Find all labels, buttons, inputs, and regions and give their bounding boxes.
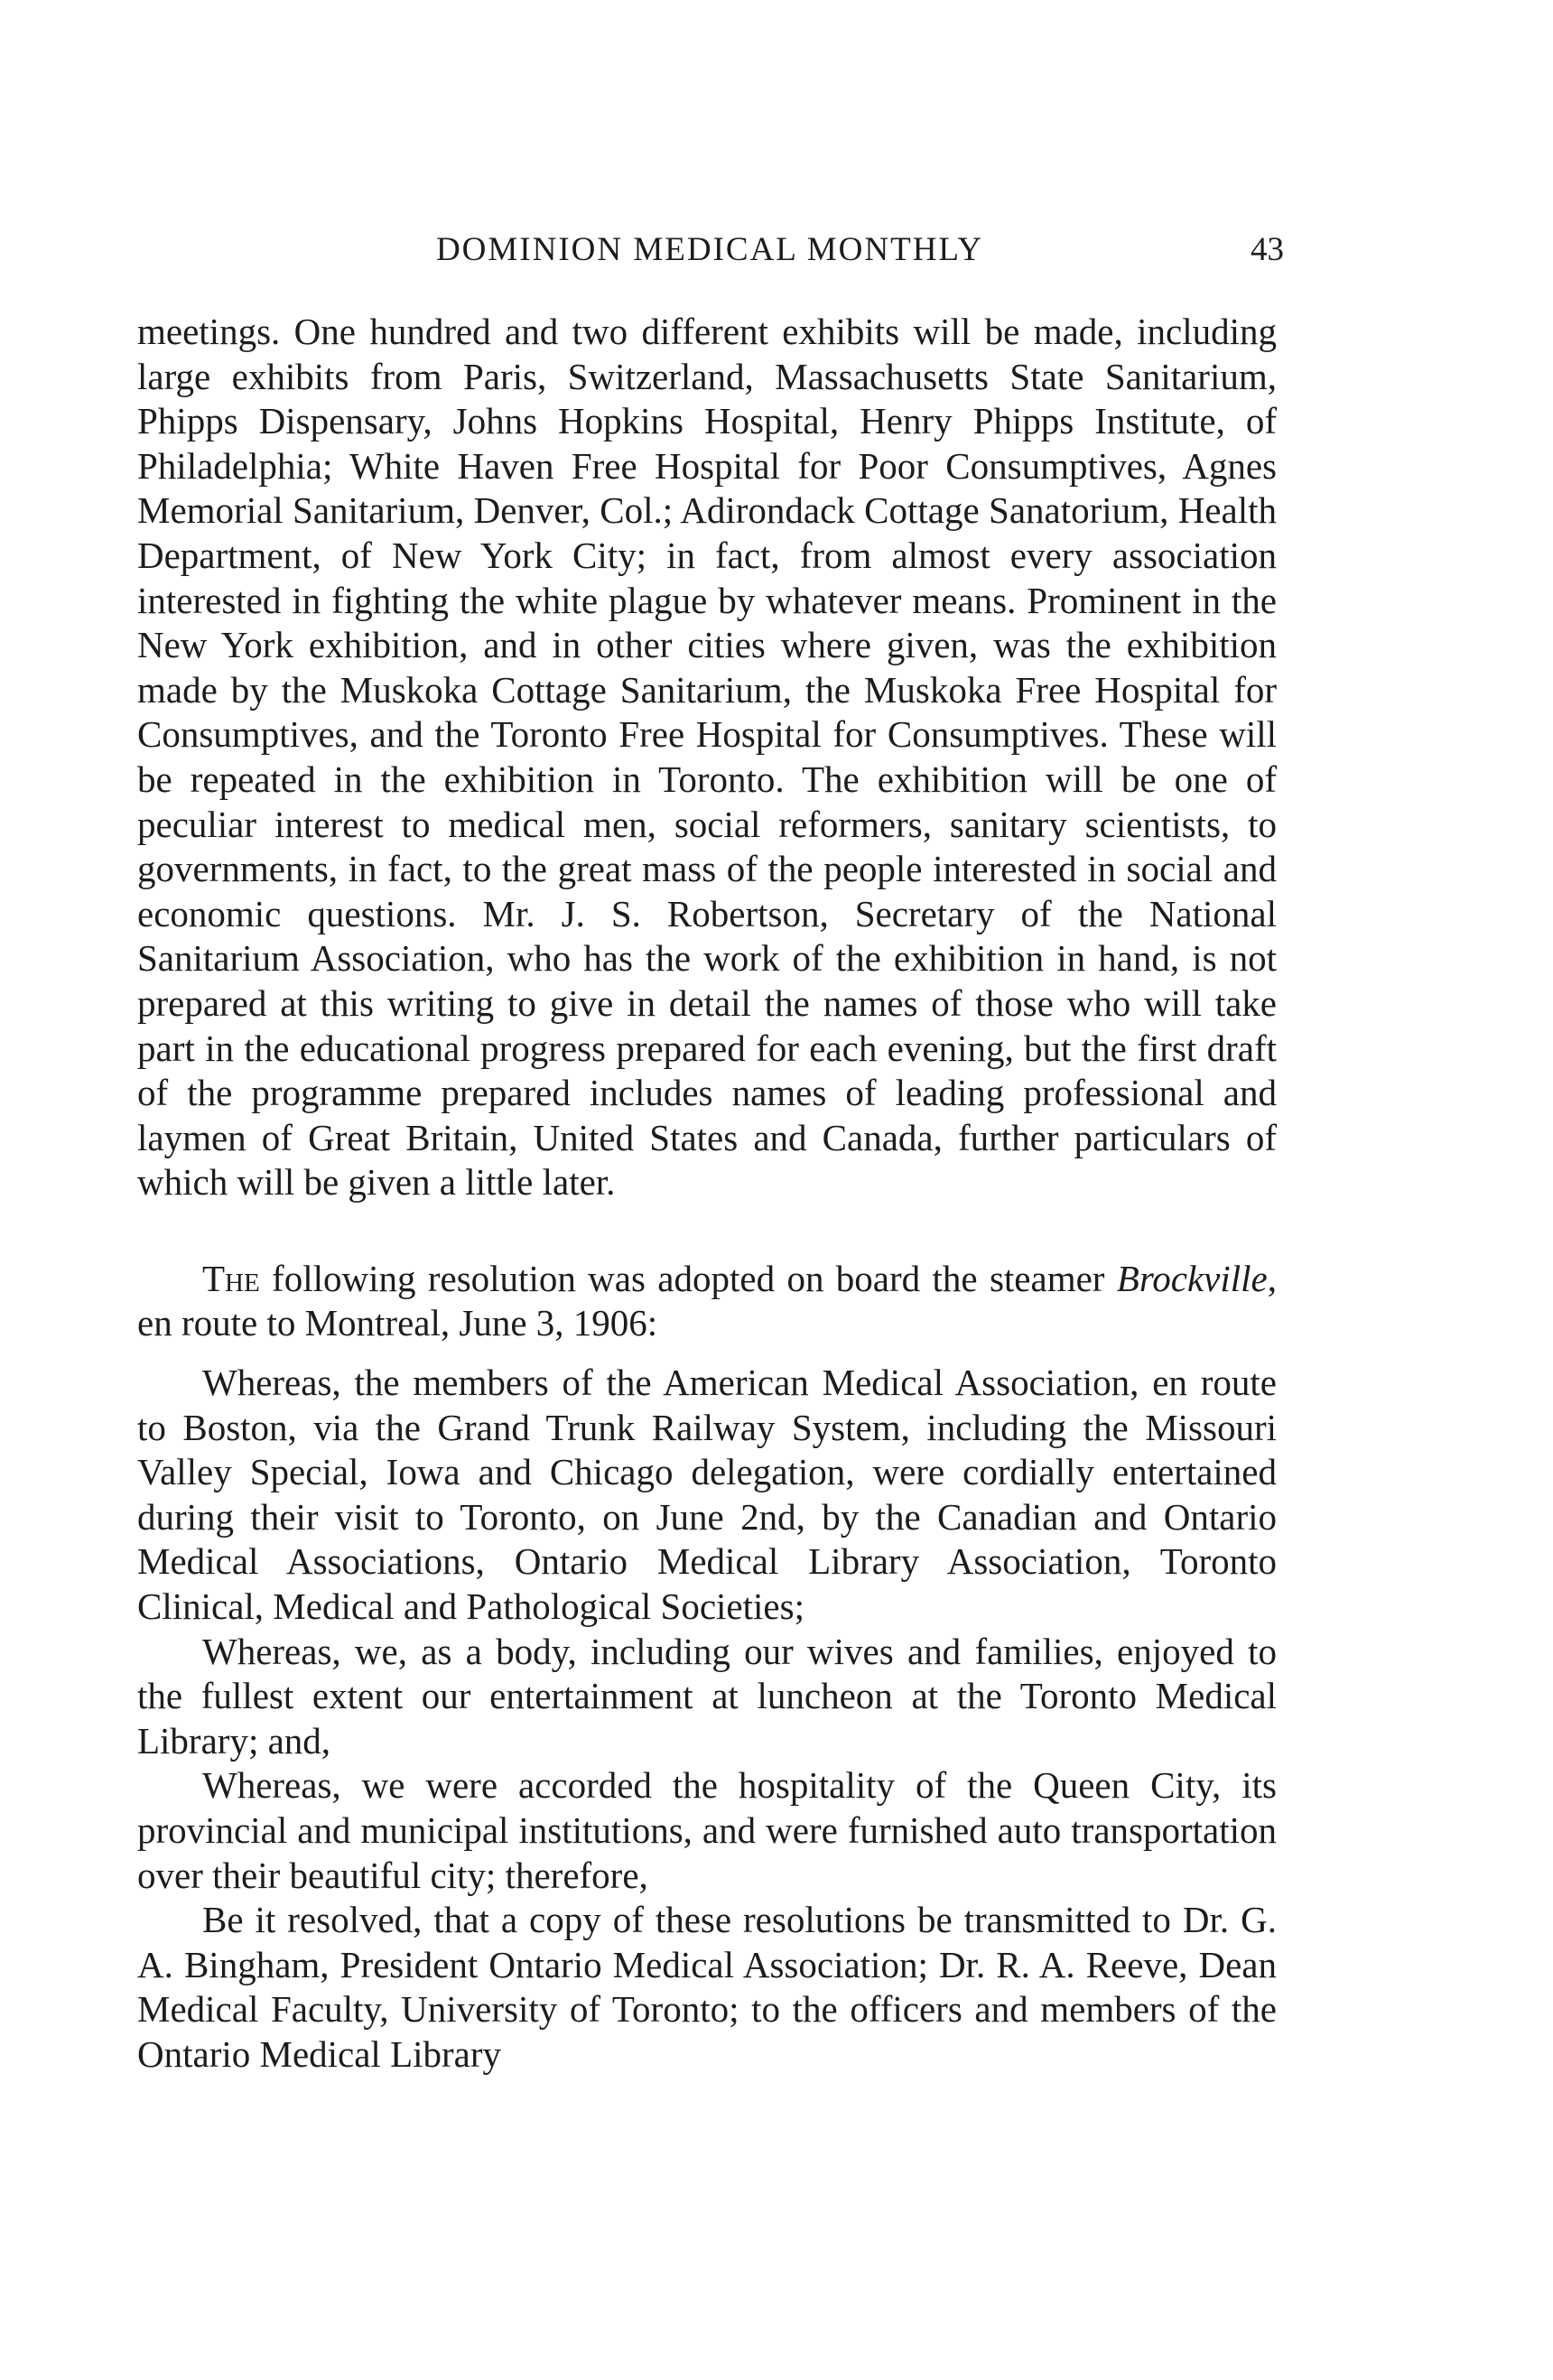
running-head: [135, 228, 1284, 273]
paragraph-exhibition-continuation: meetings. One hundred and two different exhibits will be made, including large exhibits from Paris, Switzerland, Massachusetts State Sanitarium, Phipps Dispensary, Johns Hopkins Hospital, Henry Phipps Institute, of Philadelphia; White Haven Free Hospital for Poor Consumptives, Agnes Memorial Sanitarium, Denver, Col.; Adirondack Cottage Sanatorium, Health Department, of New York City; in fact, from almost every association interested in fighting the white plague by whatever means. Prominent in the New York exhibition, and in other cities where given, was the exhibition made by the Muskoka Cottage Sanitarium, the Muskoka Free Hospital for Consumptives, and the Toronto Free Hospital for Consumptives. These will be repeated in the exhibition in Toronto. The exhibition will be one of peculiar interest to medical men, social reformers, sanitary scientists, to governments, in fact, to the great mass of the people interested in social and economic questions. Mr. J. S. Robertson, Secretary of the National Sanitarium Association, who has the work of the exhibition in hand, is not prepared at this writing to give in detail the names of those who will take part in the educational progress prepared for each evening, but the first draft of the programme prepared includes names of leading professional and laymen of Great Britain, United States and Canada, further particulars of which will be given a little later.: [137, 311, 1277, 1204]
paragraph-whereas-members: Whereas, the members of the American Medical Association, en route to Boston, via the Grand Trunk Railway System, including the Missouri Valley Special, Iowa and Chicago delegation, were cordially entertained during their visit to Toronto, on June 2nd, by the Canadian and Ontario Medical Associations, Ontario Medical Library Association, Toronto Clinical, Medical and Pathological Societies;: [137, 1362, 1277, 1628]
body-text: [137, 310, 1277, 2078]
page-number: 43: [1251, 231, 1284, 268]
resolution-intro-text: following resolution was adopted on board the steamer: [259, 1257, 1117, 1299]
resolution-intro-lead: The: [202, 1257, 260, 1299]
paragraph-whereas-hospitality: Whereas, we were accorded the hospitality of the Queen City, its provincial and municipal institutions, and were furnished auto transportation over their beautiful city; therefore,: [137, 1764, 1277, 1896]
steamer-name: Brockville: [1116, 1257, 1268, 1299]
journal-title: DOMINION MEDICAL MONTHLY: [435, 231, 984, 268]
resolution-intro-date: , en route to Montreal, June 3, 1906:: [137, 1257, 1277, 1344]
paragraph-be-it-resolved: Be it resolved, that a copy of these resolutions be transmitted to Dr. G. A. Bingham, President Ontario Medical Association; Dr. R. A. Reeve, Dean Medical Faculty, University of Toronto; to the officers and members of the Ontario Medical Library: [137, 1899, 1277, 2075]
paragraph-whereas-body: Whereas, we, as a body, including our wives and families, enjoyed to the fullest extent our entertainment at luncheon at the Toronto Medical Library; and,: [137, 1630, 1277, 1762]
paragraph-resolution-intro: [137, 1257, 1277, 1346]
